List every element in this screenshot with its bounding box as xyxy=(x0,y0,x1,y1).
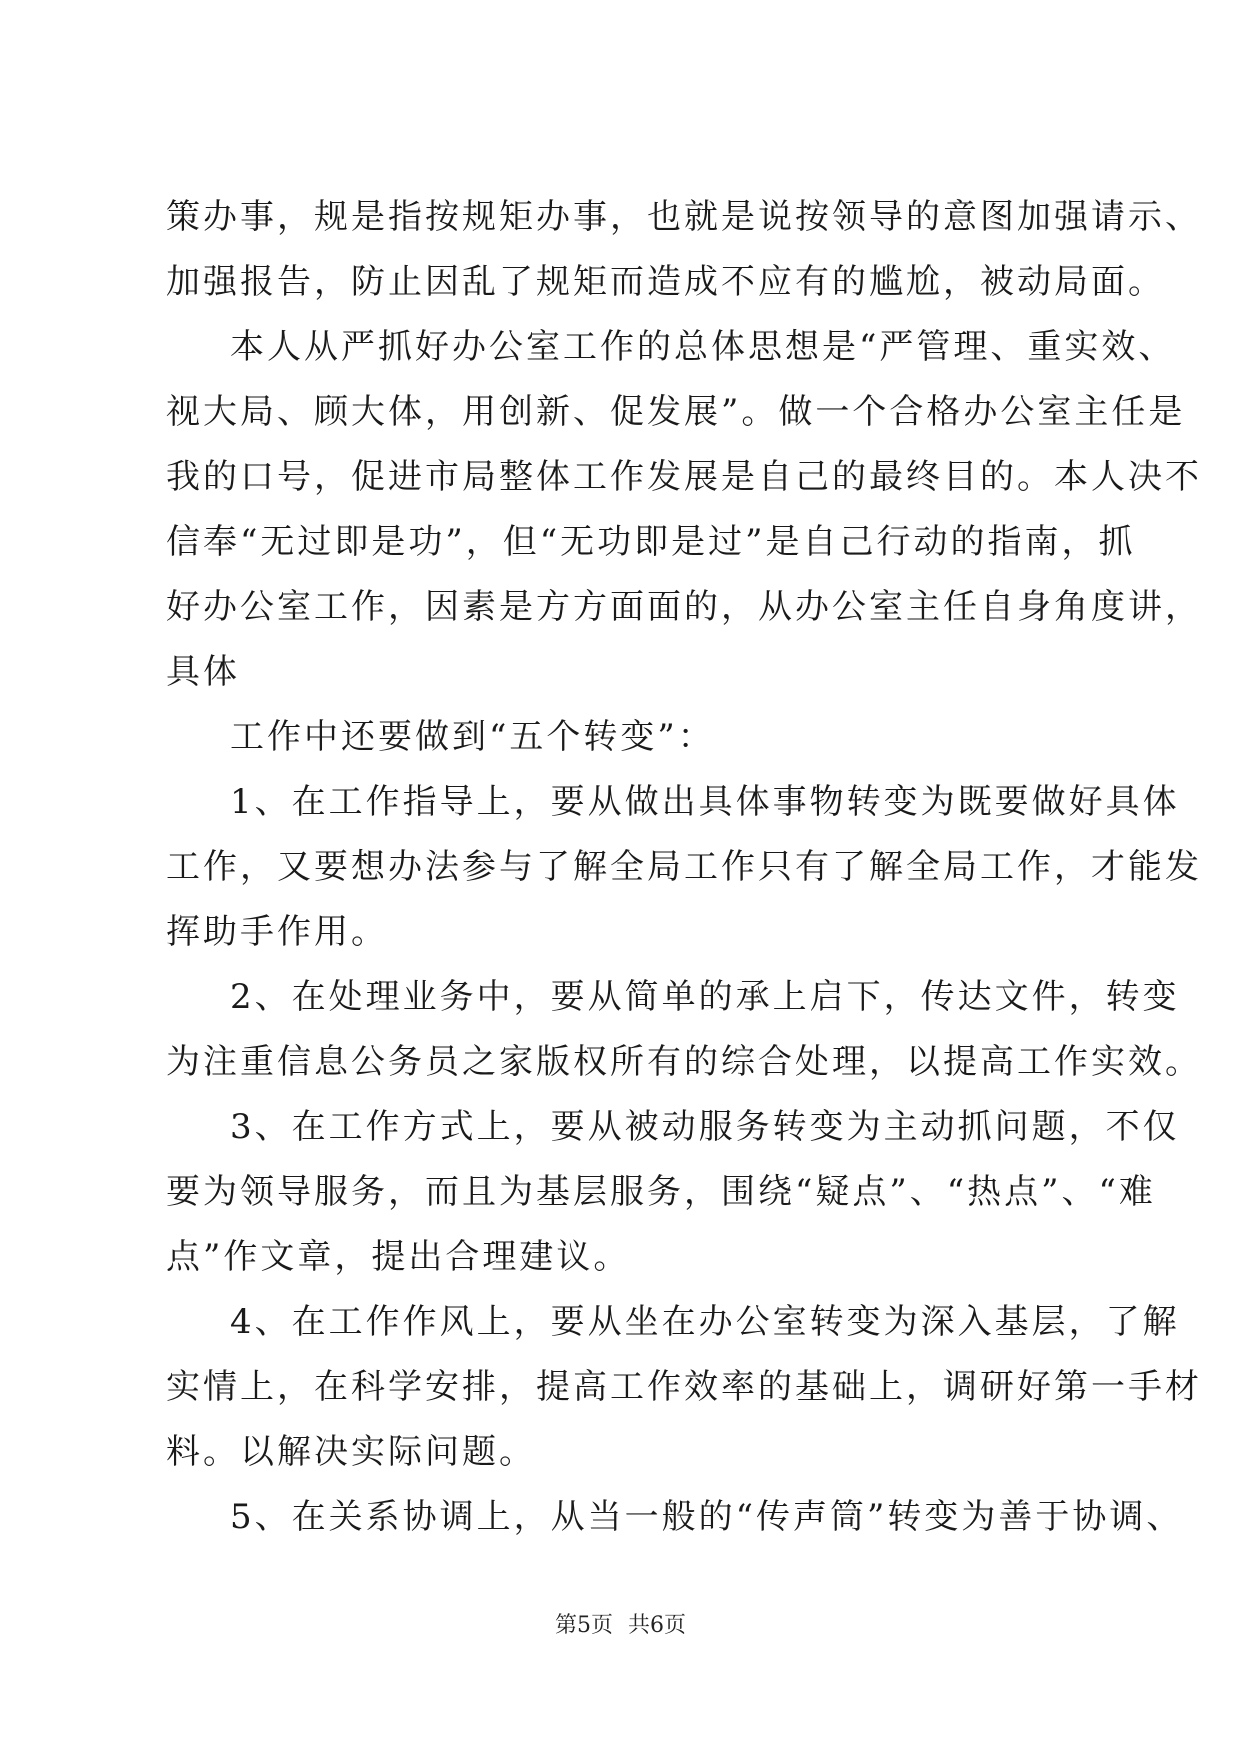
body-line-8: 具体 xyxy=(166,652,240,692)
body-line-18: 4、在工作作风上，要从坐在办公室转变为深入基层，了解 xyxy=(230,1302,1180,1342)
body-line-2: 加强报告，防止因乱了规矩而造成不应有的尴尬，被动局面。 xyxy=(166,262,1165,302)
body-line-21: 5、在关系协调上，从当一般的“传声筒”转变为善于协调、 xyxy=(230,1497,1184,1537)
body-line-6: 信奉“无过即是功”，但“无功即是过”是自己行动的指南，抓 xyxy=(166,522,1136,562)
page-number: 第5页 xyxy=(555,1613,613,1638)
body-line-15: 3、在工作方式上，要从被动服务转变为主动抓问题，不仅 xyxy=(230,1107,1180,1147)
body-line-11: 工作，又要想办法参与了解全局工作只有了解全局工作，才能发 xyxy=(166,847,1202,887)
body-line-7: 好办公室工作，因素是方方面面的，从办公室主任自身角度讲， xyxy=(166,587,1202,627)
body-line-14: 为注重信息公务员之家版权所有的综合处理，以提高工作实效。 xyxy=(166,1042,1202,1082)
body-line-16: 要为领导服务，而且为基层服务，围绕“疑点”、“热点”、“难 xyxy=(166,1172,1156,1212)
body-line-4: 视大局、顾大体，用创新、促发展”。做一个合格办公室主任是 xyxy=(166,392,1186,432)
body-line-12: 挥助手作用。 xyxy=(166,912,388,952)
body-line-20: 料。以解决实际问题。 xyxy=(166,1432,536,1472)
body-line-9: 工作中还要做到“五个转变”： xyxy=(230,717,715,757)
body-line-5: 我的口号，促进市局整体工作发展是自己的最终目的。本人决不 xyxy=(166,457,1202,497)
page-total: 共6页 xyxy=(628,1613,686,1638)
page-footer xyxy=(0,1612,1241,1640)
body-line-1: 策办事，规是指按规矩办事，也就是说按领导的意图加强请示、 xyxy=(166,197,1202,237)
body-line-10: 1、在工作指导上，要从做出具体事物转变为既要做好具体 xyxy=(230,782,1180,822)
body-line-3: 本人从严抓好办公室工作的总体思想是“严管理、重实效、 xyxy=(230,327,1176,367)
body-line-19: 实情上，在科学安排，提高工作效率的基础上，调研好第一手材 xyxy=(166,1367,1202,1407)
body-line-13: 2、在处理业务中，要从简单的承上启下，传达文件，转变 xyxy=(230,977,1180,1017)
body-line-17: 点”作文章，提出合理建议。 xyxy=(166,1237,631,1277)
